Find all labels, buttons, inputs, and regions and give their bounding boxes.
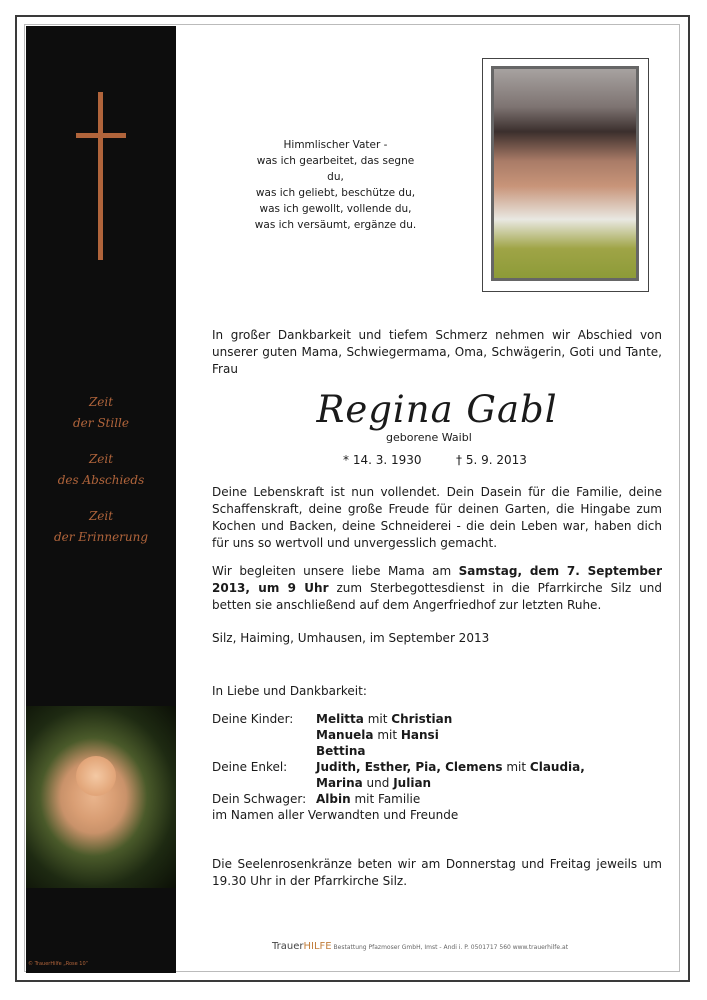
sidebar-zeit-3: Zeit xyxy=(88,509,114,523)
place-date: Silz, Haiming, Umhausen, im September 2013 xyxy=(212,631,490,645)
birth-name: geborene Waibl xyxy=(386,431,472,444)
cross-icon-bar xyxy=(76,133,126,138)
family-row: im Namen aller Verwandten und Freunde xyxy=(212,808,459,822)
prayer: Himmlischer Vater - was ich gearbeitet, das segne du, was ich geliebt, beschütze du, was ich gewollt, vollende du, was ich versäumt, ergänze du. xyxy=(254,139,417,231)
family-row: Marina und Julian xyxy=(316,776,432,790)
death-date: † 5. 9. 2013 xyxy=(456,453,527,467)
birth-date: * 14. 3. 1930 xyxy=(343,453,422,467)
rose-image xyxy=(26,706,176,888)
sidebar-zeit-2: Zeit xyxy=(88,452,114,466)
footer: TrauerHILFE Bestattung Pfazmoser GmbH, Imst - Andi i. P. 0501717 560 www.trauerhilfe.at xyxy=(272,941,569,952)
sidebar-erinnerung: der Erinnerung xyxy=(53,530,149,544)
family-row: Deine Enkel: Judith, Esther, Pia, Clemens mit Claudia, xyxy=(212,760,585,774)
trauerhilfe-logo: TrauerHILFE xyxy=(272,941,332,952)
family-row: Dein Schwager: Albin mit Familie xyxy=(212,792,421,806)
family-row: Deine Kinder: Melitta mit Christian xyxy=(212,712,453,726)
thanks-line: In Liebe und Dankbarkeit: xyxy=(212,684,367,698)
family-row: Bettina xyxy=(316,744,366,758)
family-row: Manuela mit Hansi xyxy=(316,728,439,742)
deceased-name: Regina Gabl xyxy=(316,388,558,431)
sidebar-stille: der Stille xyxy=(73,416,129,430)
intro-text: In großer Dankbarkeit und tiefem Schmerz nehmen wir Abschied von unserer guten Mama, Schwiegermama, Oma, Schwägerin, Goti und Tante, Frau xyxy=(212,328,662,376)
cross-icon xyxy=(98,92,103,260)
service-paragraph: Wir begleiten unsere liebe Mama am Samstag, dem 7. September 2013, um 9 Uhr zum Sterbegottesdienst in die Pfarrkirche Silz und betten sie anschließend auf dem Angerfriedhof zur letzten Ruhe. xyxy=(212,564,663,612)
sidebar-zeit-1: Zeit xyxy=(88,395,114,409)
sidebar-abschieds: des Abschieds xyxy=(57,473,145,487)
life-paragraph: Deine Lebenskraft ist nun vollendet. Dein Dasein für die Familie, deine Schaffenskraft, deine große Freude für deinen Garten, die Hingabe zum Kochen und Backen, deine Schneiderei - die dein Leben war, haben dich für uns so wertvoll und unvergesslich gemacht. xyxy=(212,485,662,550)
portrait-photo xyxy=(491,66,639,281)
rosary-text: Die Seelenrosenkränze beten wir am Donnerstag und Freitag jeweils um 19.30 Uhr in der Pfarrkirche Silz. xyxy=(212,857,662,888)
image-credit: © TrauerHilfe „Rose 10“ xyxy=(28,961,89,967)
